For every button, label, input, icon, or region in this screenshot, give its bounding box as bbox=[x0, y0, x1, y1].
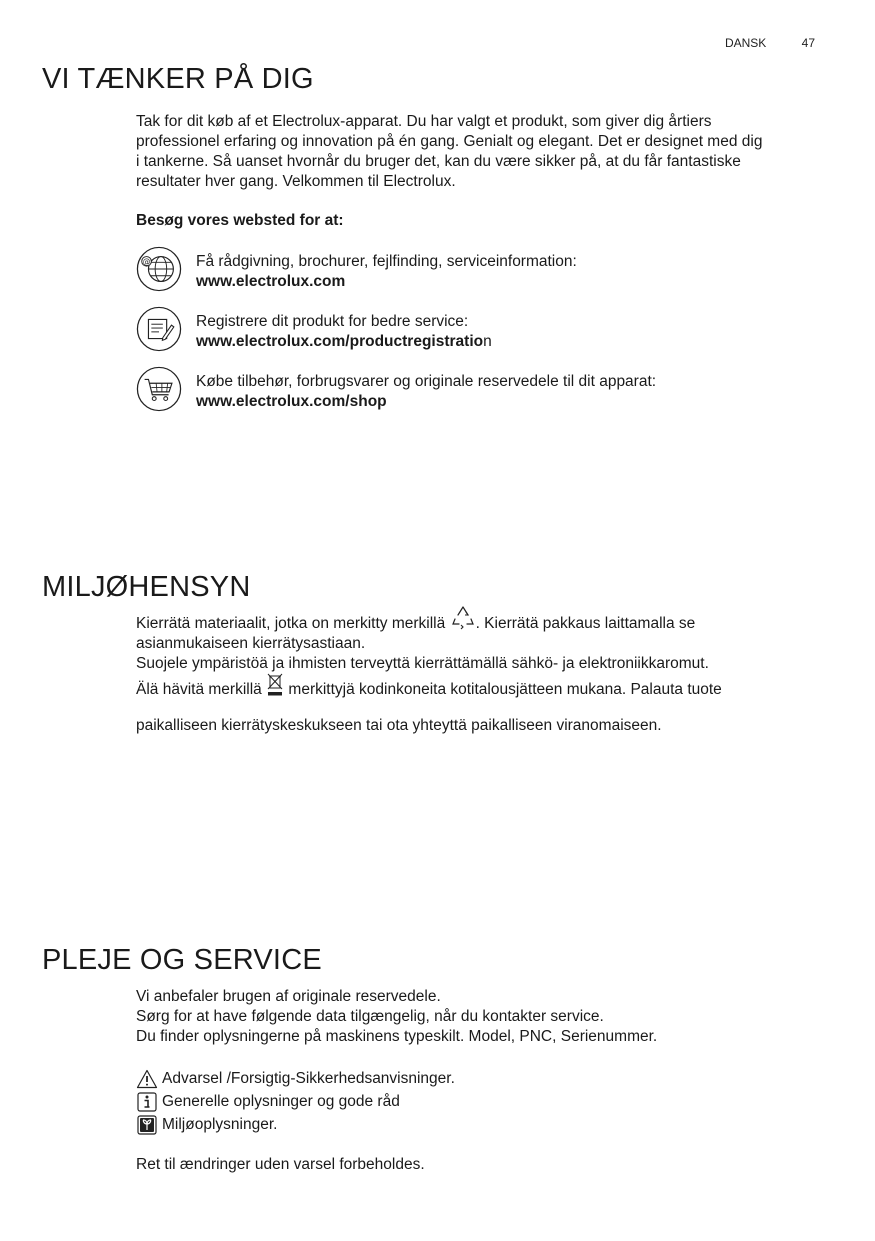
recycle-icon bbox=[450, 604, 476, 632]
symbol-legend bbox=[136, 1067, 816, 1136]
visit-heading: Besøg vores websted for at: bbox=[136, 212, 344, 229]
info-icon bbox=[136, 1092, 158, 1112]
section-title-care-and-service: PLEJE OG SERVICE bbox=[42, 944, 322, 976]
legend-item-environment bbox=[136, 1113, 816, 1136]
language-label: DANSK bbox=[724, 36, 767, 50]
intro-line: i tankerne. Så uanset hvornår du bruger det, kan du være sikker på, at du får fantastiske bbox=[136, 153, 741, 170]
shopping-cart-icon bbox=[136, 366, 182, 412]
environment-line: paikalliseen kierrätyskeskukseen tai ota yhteyttä paikalliseen viranomaiseen. bbox=[136, 717, 662, 734]
intro-line: Tak for dit køb af et Electrolux-apparat. Du har valgt et produkt, som giver dig årtiers bbox=[136, 113, 712, 130]
link-row-registration bbox=[136, 306, 816, 358]
page-header bbox=[725, 36, 815, 50]
intro-line: resultater hver gang. Velkommen til Electrolux. bbox=[136, 173, 456, 190]
environment-icon bbox=[136, 1115, 158, 1135]
link-description: Købe tilbehør, forbrugsvarer og originale reservedele til dit apparat: bbox=[196, 373, 657, 390]
globe-icon bbox=[136, 246, 182, 292]
registration-link[interactable]: www.electrolux.com/productregistration bbox=[196, 333, 492, 350]
footer-note: Ret til ændringer uden varsel forbeholdes. bbox=[136, 1156, 425, 1173]
environment-line: asianmukaiseen kierrätysastiaan. bbox=[136, 635, 366, 652]
legend-text: Advarsel /Forsigtig-Sikkerhedsanvisninger. bbox=[162, 1069, 455, 1087]
environment-paragraph bbox=[136, 614, 816, 736]
link-text-shop bbox=[196, 372, 656, 412]
legend-item-info bbox=[136, 1090, 816, 1113]
service-line: Vi anbefaler brugen af originale reservedele. bbox=[136, 988, 441, 1005]
link-description: Registrere dit produkt for bedre service: bbox=[196, 313, 469, 330]
service-line: Du finder oplysningerne på maskinens typeskilt. Model, PNC, Serienummer. bbox=[136, 1028, 658, 1045]
website-link[interactable]: www.electrolux.com bbox=[196, 273, 346, 290]
link-row-website bbox=[136, 246, 816, 298]
legend-item-warning bbox=[136, 1067, 816, 1090]
link-text-registration bbox=[196, 312, 492, 352]
link-text-website bbox=[196, 252, 577, 292]
legend-text: Miljøoplysninger. bbox=[162, 1115, 278, 1133]
intro-line: professionel erfaring og innovation på én gang. Genialt og elegant. Det er designet med dig bbox=[136, 133, 763, 150]
crossed-bin-icon bbox=[266, 672, 284, 698]
page-number: 47 bbox=[801, 36, 815, 50]
registration-icon bbox=[136, 306, 182, 352]
service-line: Sørg for at have følgende data tilgængelig, når du kontakter service. bbox=[136, 1008, 604, 1025]
intro-paragraph bbox=[136, 112, 816, 192]
environment-line: Älä hävitä merkillä merkittyjä kodinkoneita kotitalousjätteen mukana. Palauta tuote bbox=[136, 680, 816, 700]
section-title-environment: MILJØHENSYN bbox=[42, 571, 251, 603]
environment-line: Suojele ympäristöä ja ihmisten terveyttä kierrättämällä sähkö- ja elektroniikkaromut. bbox=[136, 655, 709, 672]
svg-text:@: @ bbox=[142, 257, 151, 267]
service-paragraph bbox=[136, 987, 816, 1047]
warning-triangle-icon bbox=[136, 1069, 158, 1089]
section-title-thinking-of-you: VI TÆNKER PÅ DIG bbox=[42, 63, 314, 95]
environment-line: Kierrätä materiaalit, jotka on merkitty merkillä . Kierrätä pakkaus laittamalla se bbox=[136, 614, 816, 634]
shop-link[interactable]: www.electrolux.com/shop bbox=[196, 393, 387, 410]
link-description: Få rådgivning, brochurer, fejlfinding, serviceinformation: bbox=[196, 253, 577, 270]
link-row-shop bbox=[136, 366, 816, 418]
legend-text: Generelle oplysninger og gode råd bbox=[162, 1092, 400, 1110]
